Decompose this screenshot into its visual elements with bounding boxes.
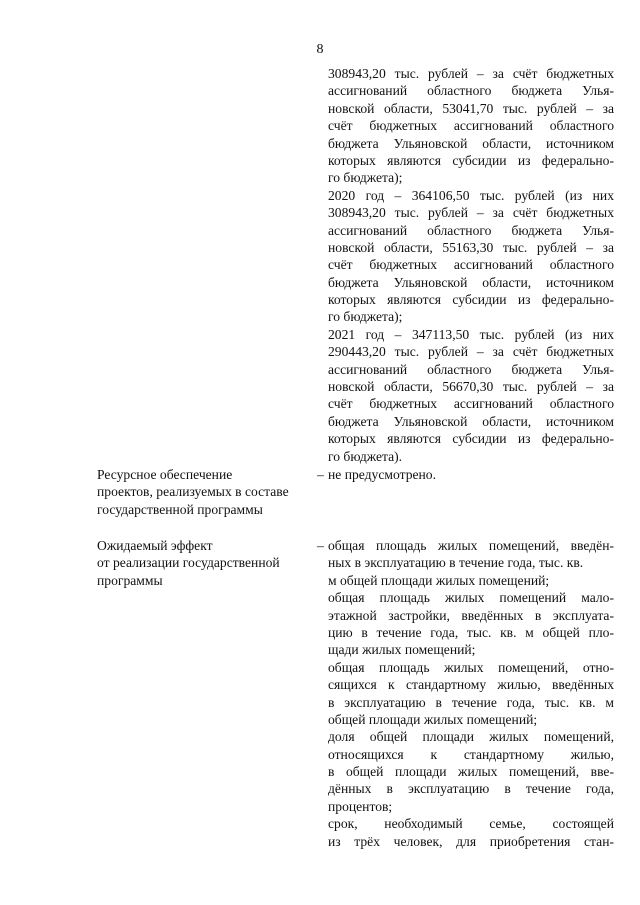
- effect-value-block: [328, 537, 614, 850]
- resources-label-line: проектов, реализуемых в составе: [97, 484, 289, 500]
- funding-text-line: новской области, 55163,30 тыс. рублей – за: [328, 239, 614, 255]
- effect-text-line: дённых в эксплуатацию в течение года,: [328, 781, 614, 797]
- effect-label-line: программы: [97, 572, 163, 588]
- funding-text-line: 308943,20 тыс. рублей – за счёт бюджетных: [328, 205, 614, 221]
- funding-text-line: которых являются субсидии из федерально-: [328, 431, 614, 447]
- effect-text-line: сящихся к стандартному жилью, введённых: [328, 677, 614, 693]
- funding-text-line: счёт бюджетных ассигнований областного: [328, 257, 614, 273]
- effect-text-line: общая площадь жилых помещений, введён-: [328, 538, 614, 553]
- resources-value: [328, 466, 436, 483]
- funding-text-line: го бюджета);: [328, 309, 403, 325]
- funding-text-line: ассигнований областного бюджета Улья-: [328, 361, 614, 377]
- funding-text-line: го бюджета).: [328, 448, 403, 464]
- effect-label-line: от реализации государственной: [97, 555, 280, 571]
- effect-text-line: этажной застройки, введённых в эксплуата-: [328, 607, 614, 623]
- effect-text-line: доля общей площади жилых помещений,: [328, 729, 614, 745]
- funding-text-line: счёт бюджетных ассигнований областного: [328, 396, 614, 412]
- effect-text-line: щади жилых помещений;: [328, 642, 476, 658]
- resources-label-line: государственной программы: [97, 501, 263, 517]
- resources-value-text: не предусмотрено.: [328, 467, 437, 482]
- resources-label-line: Ресурсное обеспечение: [97, 467, 233, 482]
- effect-text-line: в эксплуатацию в течение года, тыс. кв. м: [328, 694, 614, 710]
- funding-text-line: счёт бюджетных ассигнований областного: [328, 118, 614, 134]
- page-number: 8: [316, 42, 324, 57]
- effect-text-line: срок, необходимый семье, состоящей: [328, 816, 614, 832]
- funding-text-line: ассигнований областного бюджета Улья-: [328, 222, 614, 238]
- effect-text-line: общей площади жилых помещений;: [328, 711, 538, 727]
- effect-text-line: общая площадь жилых помещений мало-: [328, 590, 614, 606]
- funding-text-line: ассигнований областного бюджета Улья-: [328, 83, 614, 99]
- funding-text-line: которых являются субсидии из федерально-: [328, 152, 614, 168]
- resources-dash: –: [317, 467, 324, 482]
- funding-text-line: которых являются субсидии из федерально-: [328, 292, 614, 308]
- effect-text-line: из трёх человек, для приобретения стан-: [328, 833, 614, 849]
- effect-text-line: общая площадь жилых помещений, отно-: [328, 659, 614, 675]
- funding-continuation-block: [328, 65, 614, 465]
- effect-text-line: в общей площади жилых помещений, вве-: [328, 764, 614, 780]
- effect-text-line: цию в течение года, тыс. кв. м общей пло-: [328, 624, 614, 640]
- funding-text-line: новской области, 53041,70 тыс. рублей – за: [328, 100, 614, 116]
- effect-text-line: м общей площади жилых помещений;: [328, 572, 550, 588]
- funding-text-line: новской области, 56670,30 тыс. рублей – за: [328, 379, 614, 395]
- effect-dash: –: [317, 538, 324, 553]
- funding-text-line: бюджета Ульяновской области, источником: [328, 413, 614, 429]
- effect-text-line: относящихся к стандартному жилью,: [328, 746, 614, 762]
- funding-text-line: 2020 год – 364106,50 тыс. рублей (из них: [328, 187, 614, 203]
- funding-text-line: бюджета Ульяновской области, источником: [328, 135, 614, 151]
- resources-label: [97, 466, 289, 518]
- funding-text-line: 2021 год – 347113,50 тыс. рублей (из них: [328, 326, 614, 342]
- funding-text-line: бюджета Ульяновской области, источником: [328, 274, 614, 290]
- funding-text-line: 290443,20 тыс. рублей – за счёт бюджетных: [328, 344, 614, 360]
- effect-text-line: ных в эксплуатацию в течение года, тыс. кв.: [328, 555, 584, 571]
- effect-text-line: процентов;: [328, 798, 393, 814]
- effect-label-line: Ожидаемый эффект: [97, 538, 213, 553]
- effect-label: [97, 537, 280, 589]
- funding-text-line: го бюджета);: [328, 170, 403, 186]
- funding-text-line: 308943,20 тыс. рублей – за счёт бюджетных: [328, 66, 614, 81]
